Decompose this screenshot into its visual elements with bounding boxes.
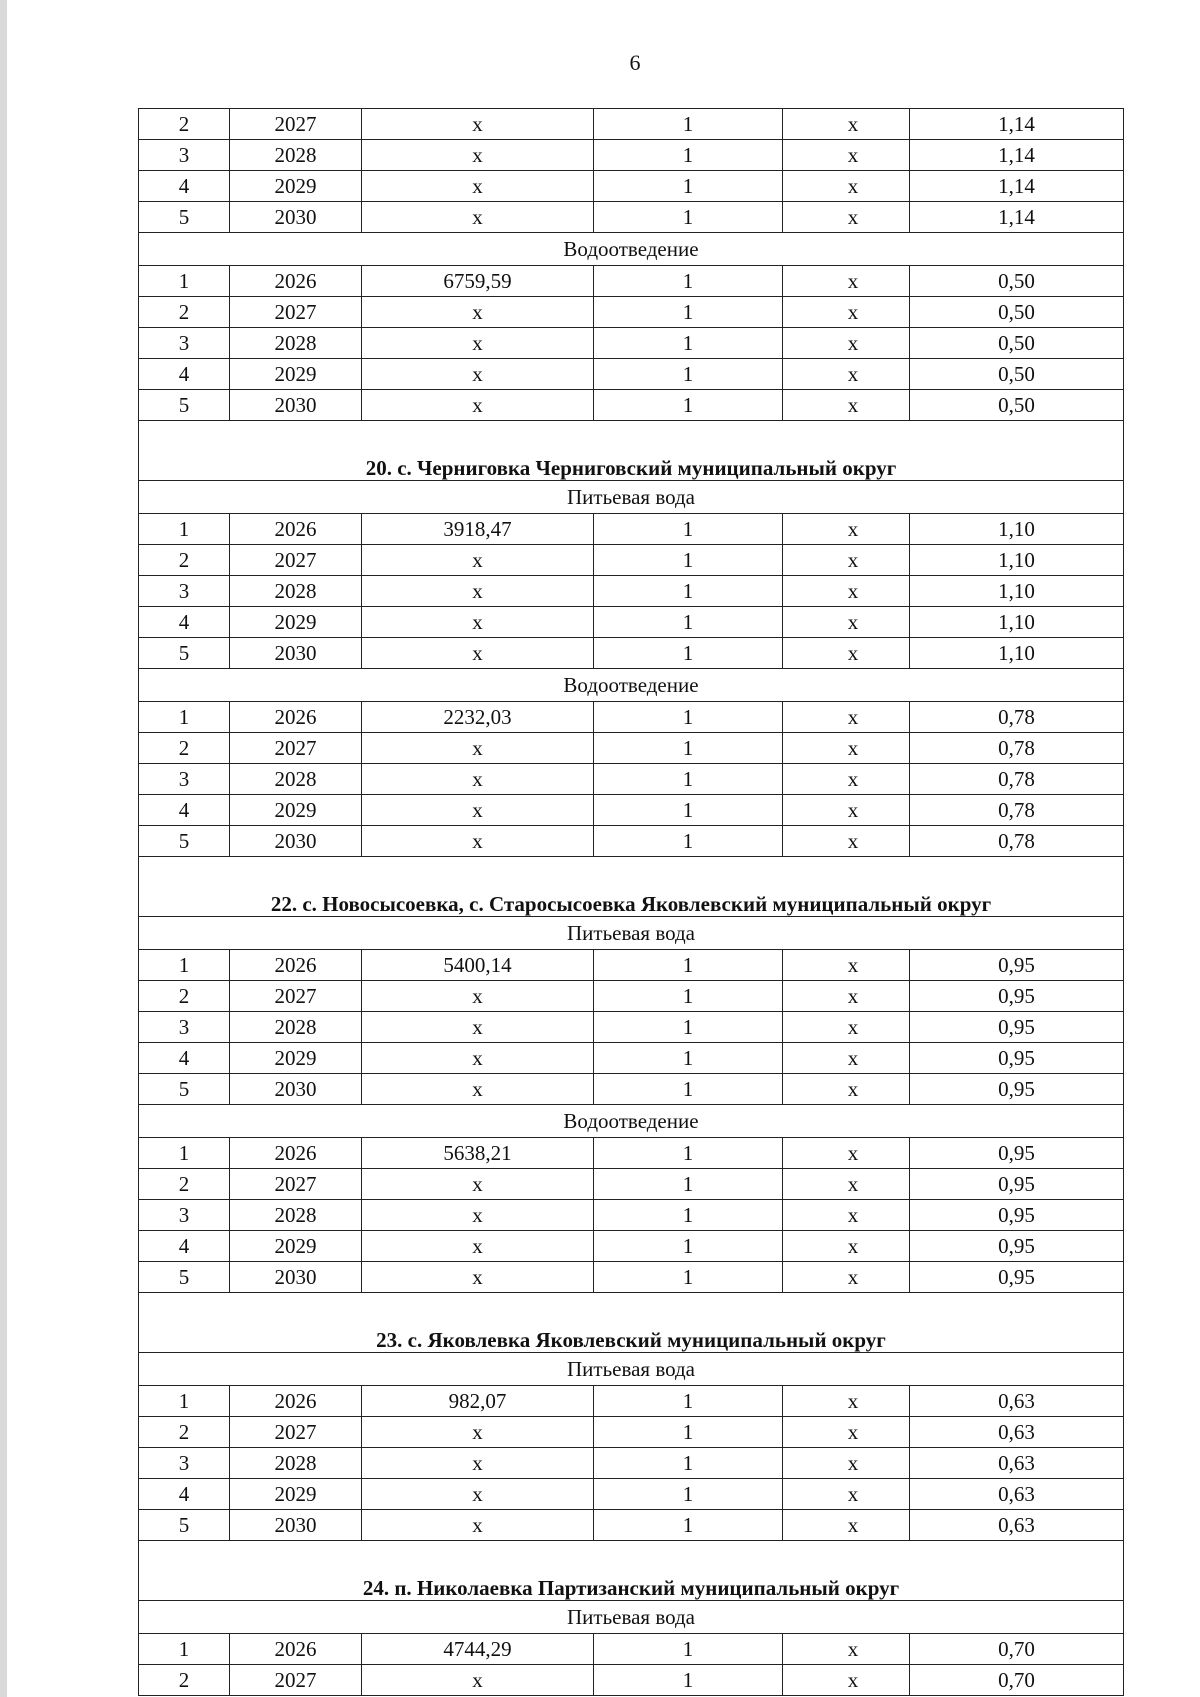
index-cell: 1 <box>594 1012 783 1043</box>
section-heading-row <box>139 1541 1124 1601</box>
coefficient-cell: 0,50 <box>910 266 1124 297</box>
x-cell: x <box>783 1510 910 1541</box>
index-cell: 1 <box>594 638 783 669</box>
coefficient-cell: 0,95 <box>910 1074 1124 1105</box>
x-cell: x <box>783 1043 910 1074</box>
service-label-row <box>139 233 1124 266</box>
row-number-cell: 1 <box>139 266 230 297</box>
table-row <box>139 764 1124 795</box>
row-number-cell: 3 <box>139 576 230 607</box>
service-label: Водоотведение <box>139 669 1124 702</box>
table-row <box>139 1510 1124 1541</box>
service-label-row <box>139 1353 1124 1386</box>
year-cell: 2029 <box>230 607 362 638</box>
index-cell: 1 <box>594 545 783 576</box>
table-row <box>139 950 1124 981</box>
municipality-heading: 24. п. Николаевка Партизанский муниципальный округ <box>139 1541 1124 1601</box>
index-cell: 1 <box>594 607 783 638</box>
table-row <box>139 1231 1124 1262</box>
year-cell: 2028 <box>230 576 362 607</box>
base-value-cell: x <box>362 733 594 764</box>
service-label: Питьевая вода <box>139 1601 1124 1634</box>
row-number-cell: 1 <box>139 1634 230 1665</box>
year-cell: 2026 <box>230 266 362 297</box>
x-cell: x <box>783 1012 910 1043</box>
x-cell: x <box>783 1386 910 1417</box>
table-row <box>139 297 1124 328</box>
year-cell: 2029 <box>230 1043 362 1074</box>
row-number-cell: 5 <box>139 826 230 857</box>
year-cell: 2026 <box>230 950 362 981</box>
index-cell: 1 <box>594 390 783 421</box>
table-row <box>139 826 1124 857</box>
coefficient-cell: 0,95 <box>910 1200 1124 1231</box>
base-value-cell: x <box>362 1417 594 1448</box>
index-cell: 1 <box>594 514 783 545</box>
coefficient-cell: 0,70 <box>910 1634 1124 1665</box>
table-row <box>139 1169 1124 1200</box>
base-value-cell: x <box>362 109 594 140</box>
section-heading-row <box>139 421 1124 481</box>
year-cell: 2030 <box>230 1074 362 1105</box>
year-cell: 2030 <box>230 202 362 233</box>
x-cell: x <box>783 545 910 576</box>
year-cell: 2028 <box>230 328 362 359</box>
base-value-cell: x <box>362 202 594 233</box>
base-value-cell: x <box>362 545 594 576</box>
coefficient-cell: 0,78 <box>910 702 1124 733</box>
scan-edge-shadow <box>0 0 7 1697</box>
row-number-cell: 2 <box>139 981 230 1012</box>
table-row <box>139 1074 1124 1105</box>
table-row <box>139 266 1124 297</box>
x-cell: x <box>783 1665 910 1696</box>
year-cell: 2029 <box>230 171 362 202</box>
coefficient-cell: 0,78 <box>910 733 1124 764</box>
year-cell: 2029 <box>230 1231 362 1262</box>
x-cell: x <box>783 359 910 390</box>
year-cell: 2027 <box>230 109 362 140</box>
x-cell: x <box>783 1634 910 1665</box>
x-cell: x <box>783 1448 910 1479</box>
x-cell: x <box>783 109 910 140</box>
row-number-cell: 3 <box>139 140 230 171</box>
coefficient-cell: 0,78 <box>910 826 1124 857</box>
coefficient-cell: 0,50 <box>910 390 1124 421</box>
service-label-row <box>139 1601 1124 1634</box>
coefficient-cell: 1,10 <box>910 514 1124 545</box>
table-row <box>139 981 1124 1012</box>
service-label: Питьевая вода <box>139 1353 1124 1386</box>
table-row <box>139 607 1124 638</box>
table-row <box>139 1665 1124 1696</box>
index-cell: 1 <box>594 171 783 202</box>
x-cell: x <box>783 266 910 297</box>
year-cell: 2028 <box>230 1012 362 1043</box>
base-value-cell: x <box>362 328 594 359</box>
table-row <box>139 1012 1124 1043</box>
base-value-cell: 4744,29 <box>362 1634 594 1665</box>
service-label: Водоотведение <box>139 1105 1124 1138</box>
index-cell: 1 <box>594 328 783 359</box>
x-cell: x <box>783 1200 910 1231</box>
index-cell: 1 <box>594 795 783 826</box>
row-number-cell: 4 <box>139 359 230 390</box>
year-cell: 2028 <box>230 1200 362 1231</box>
base-value-cell: x <box>362 1200 594 1231</box>
page-number: 6 <box>629 50 641 75</box>
coefficient-cell: 0,95 <box>910 950 1124 981</box>
x-cell: x <box>783 1417 910 1448</box>
index-cell: 1 <box>594 1138 783 1169</box>
coefficient-cell: 0,63 <box>910 1479 1124 1510</box>
coefficient-cell: 0,50 <box>910 359 1124 390</box>
row-number-cell: 1 <box>139 1386 230 1417</box>
x-cell: x <box>783 1479 910 1510</box>
base-value-cell: 5400,14 <box>362 950 594 981</box>
coefficient-cell: 0,95 <box>910 1138 1124 1169</box>
year-cell: 2029 <box>230 795 362 826</box>
row-number-cell: 2 <box>139 109 230 140</box>
year-cell: 2026 <box>230 1386 362 1417</box>
x-cell: x <box>783 171 910 202</box>
x-cell: x <box>783 328 910 359</box>
table-row <box>139 514 1124 545</box>
year-cell: 2030 <box>230 826 362 857</box>
x-cell: x <box>783 950 910 981</box>
row-number-cell: 3 <box>139 328 230 359</box>
row-number-cell: 2 <box>139 1665 230 1696</box>
table-row <box>139 390 1124 421</box>
year-cell: 2026 <box>230 1634 362 1665</box>
coefficient-cell: 0,95 <box>910 1169 1124 1200</box>
year-cell: 2030 <box>230 390 362 421</box>
coefficient-cell: 0,63 <box>910 1448 1124 1479</box>
coefficient-cell: 0,95 <box>910 981 1124 1012</box>
table-row <box>139 1386 1124 1417</box>
service-label-row <box>139 1105 1124 1138</box>
coefficient-cell: 1,14 <box>910 171 1124 202</box>
table-row <box>139 702 1124 733</box>
table-row <box>139 1138 1124 1169</box>
service-label: Питьевая вода <box>139 917 1124 950</box>
year-cell: 2028 <box>230 140 362 171</box>
index-cell: 1 <box>594 826 783 857</box>
index-cell: 1 <box>594 702 783 733</box>
table-row <box>139 545 1124 576</box>
row-number-cell: 1 <box>139 514 230 545</box>
table-row <box>139 1634 1124 1665</box>
tariff-table-body <box>139 109 1124 1696</box>
base-value-cell: x <box>362 638 594 669</box>
index-cell: 1 <box>594 1634 783 1665</box>
service-label-row <box>139 669 1124 702</box>
index-cell: 1 <box>594 109 783 140</box>
index-cell: 1 <box>594 981 783 1012</box>
index-cell: 1 <box>594 1386 783 1417</box>
row-number-cell: 5 <box>139 202 230 233</box>
row-number-cell: 3 <box>139 764 230 795</box>
service-label-row <box>139 917 1124 950</box>
base-value-cell: 5638,21 <box>362 1138 594 1169</box>
x-cell: x <box>783 607 910 638</box>
year-cell: 2027 <box>230 981 362 1012</box>
year-cell: 2030 <box>230 1510 362 1541</box>
municipality-heading: 22. с. Новосысоевка, с. Старосысоевка Яковлевский муниципальный округ <box>139 857 1124 917</box>
base-value-cell: x <box>362 1479 594 1510</box>
index-cell: 1 <box>594 1169 783 1200</box>
service-label: Питьевая вода <box>139 481 1124 514</box>
base-value-cell: 982,07 <box>362 1386 594 1417</box>
index-cell: 1 <box>594 733 783 764</box>
table-row <box>139 795 1124 826</box>
year-cell: 2028 <box>230 764 362 795</box>
table-row <box>139 733 1124 764</box>
year-cell: 2028 <box>230 1448 362 1479</box>
row-number-cell: 5 <box>139 1510 230 1541</box>
year-cell: 2030 <box>230 1262 362 1293</box>
x-cell: x <box>783 390 910 421</box>
coefficient-cell: 1,10 <box>910 638 1124 669</box>
coefficient-cell: 0,78 <box>910 764 1124 795</box>
base-value-cell: x <box>362 1510 594 1541</box>
index-cell: 1 <box>594 1448 783 1479</box>
x-cell: x <box>783 764 910 795</box>
coefficient-cell: 0,50 <box>910 297 1124 328</box>
year-cell: 2026 <box>230 702 362 733</box>
x-cell: x <box>783 795 910 826</box>
table-row <box>139 359 1124 390</box>
coefficient-cell: 0,63 <box>910 1510 1124 1541</box>
coefficient-cell: 0,95 <box>910 1043 1124 1074</box>
coefficient-cell: 0,50 <box>910 328 1124 359</box>
index-cell: 1 <box>594 202 783 233</box>
base-value-cell: x <box>362 359 594 390</box>
table-row <box>139 1417 1124 1448</box>
table-row <box>139 202 1124 233</box>
table-row <box>139 1043 1124 1074</box>
year-cell: 2030 <box>230 638 362 669</box>
base-value-cell: x <box>362 1074 594 1105</box>
index-cell: 1 <box>594 1417 783 1448</box>
index-cell: 1 <box>594 266 783 297</box>
year-cell: 2026 <box>230 514 362 545</box>
table-row <box>139 328 1124 359</box>
coefficient-cell: 1,10 <box>910 545 1124 576</box>
index-cell: 1 <box>594 1074 783 1105</box>
base-value-cell: 2232,03 <box>362 702 594 733</box>
coefficient-cell: 1,10 <box>910 607 1124 638</box>
service-label: Водоотведение <box>139 233 1124 266</box>
base-value-cell: 6759,59 <box>362 266 594 297</box>
x-cell: x <box>783 826 910 857</box>
row-number-cell: 2 <box>139 733 230 764</box>
row-number-cell: 5 <box>139 1262 230 1293</box>
row-number-cell: 4 <box>139 171 230 202</box>
coefficient-cell: 1,14 <box>910 109 1124 140</box>
index-cell: 1 <box>594 297 783 328</box>
base-value-cell: x <box>362 576 594 607</box>
municipality-heading: 23. с. Яковлевка Яковлевский муниципальный округ <box>139 1293 1124 1353</box>
base-value-cell: x <box>362 171 594 202</box>
index-cell: 1 <box>594 950 783 981</box>
row-number-cell: 4 <box>139 1231 230 1262</box>
index-cell: 1 <box>594 1479 783 1510</box>
base-value-cell: x <box>362 1262 594 1293</box>
year-cell: 2027 <box>230 1169 362 1200</box>
base-value-cell: x <box>362 1043 594 1074</box>
base-value-cell: x <box>362 1012 594 1043</box>
x-cell: x <box>783 638 910 669</box>
section-heading-row <box>139 857 1124 917</box>
row-number-cell: 2 <box>139 297 230 328</box>
table-row <box>139 1200 1124 1231</box>
index-cell: 1 <box>594 1665 783 1696</box>
base-value-cell: x <box>362 1665 594 1696</box>
coefficient-cell: 1,14 <box>910 202 1124 233</box>
x-cell: x <box>783 1262 910 1293</box>
base-value-cell: x <box>362 795 594 826</box>
coefficient-cell: 0,95 <box>910 1012 1124 1043</box>
x-cell: x <box>783 733 910 764</box>
x-cell: x <box>783 514 910 545</box>
row-number-cell: 2 <box>139 1417 230 1448</box>
x-cell: x <box>783 576 910 607</box>
row-number-cell: 4 <box>139 795 230 826</box>
coefficient-cell: 1,14 <box>910 140 1124 171</box>
index-cell: 1 <box>594 576 783 607</box>
base-value-cell: x <box>362 607 594 638</box>
table-row <box>139 1479 1124 1510</box>
row-number-cell: 4 <box>139 607 230 638</box>
x-cell: x <box>783 297 910 328</box>
base-value-cell: x <box>362 297 594 328</box>
service-label-row <box>139 481 1124 514</box>
coefficient-cell: 0,78 <box>910 795 1124 826</box>
index-cell: 1 <box>594 1510 783 1541</box>
row-number-cell: 4 <box>139 1043 230 1074</box>
index-cell: 1 <box>594 1200 783 1231</box>
x-cell: x <box>783 202 910 233</box>
table-row <box>139 576 1124 607</box>
coefficient-cell: 0,95 <box>910 1262 1124 1293</box>
row-number-cell: 1 <box>139 950 230 981</box>
index-cell: 1 <box>594 1043 783 1074</box>
row-number-cell: 4 <box>139 1479 230 1510</box>
municipality-heading: 20. с. Черниговка Черниговский муниципальный округ <box>139 421 1124 481</box>
base-value-cell: x <box>362 764 594 795</box>
row-number-cell: 2 <box>139 1169 230 1200</box>
coefficient-cell: 0,63 <box>910 1386 1124 1417</box>
table-row <box>139 1448 1124 1479</box>
table-row <box>139 109 1124 140</box>
x-cell: x <box>783 1138 910 1169</box>
row-number-cell: 3 <box>139 1200 230 1231</box>
year-cell: 2027 <box>230 545 362 576</box>
row-number-cell: 5 <box>139 390 230 421</box>
table-row <box>139 171 1124 202</box>
year-cell: 2027 <box>230 1417 362 1448</box>
year-cell: 2029 <box>230 359 362 390</box>
year-cell: 2029 <box>230 1479 362 1510</box>
coefficient-cell: 0,70 <box>910 1665 1124 1696</box>
row-number-cell: 3 <box>139 1448 230 1479</box>
row-number-cell: 1 <box>139 702 230 733</box>
base-value-cell: x <box>362 826 594 857</box>
x-cell: x <box>783 1169 910 1200</box>
tariff-table <box>138 108 1124 1696</box>
base-value-cell: x <box>362 981 594 1012</box>
base-value-cell: x <box>362 1448 594 1479</box>
row-number-cell: 1 <box>139 1138 230 1169</box>
index-cell: 1 <box>594 140 783 171</box>
coefficient-cell: 1,10 <box>910 576 1124 607</box>
index-cell: 1 <box>594 1262 783 1293</box>
section-heading-row <box>139 1293 1124 1353</box>
x-cell: x <box>783 140 910 171</box>
year-cell: 2027 <box>230 297 362 328</box>
year-cell: 2027 <box>230 1665 362 1696</box>
base-value-cell: x <box>362 1169 594 1200</box>
x-cell: x <box>783 1074 910 1105</box>
index-cell: 1 <box>594 359 783 390</box>
index-cell: 1 <box>594 764 783 795</box>
year-cell: 2026 <box>230 1138 362 1169</box>
x-cell: x <box>783 1231 910 1262</box>
year-cell: 2027 <box>230 733 362 764</box>
row-number-cell: 2 <box>139 545 230 576</box>
index-cell: 1 <box>594 1231 783 1262</box>
base-value-cell: x <box>362 140 594 171</box>
table-row <box>139 638 1124 669</box>
base-value-cell: x <box>362 1231 594 1262</box>
table-row <box>139 140 1124 171</box>
table-row <box>139 1262 1124 1293</box>
base-value-cell: x <box>362 390 594 421</box>
base-value-cell: 3918,47 <box>362 514 594 545</box>
coefficient-cell: 0,95 <box>910 1231 1124 1262</box>
row-number-cell: 3 <box>139 1012 230 1043</box>
row-number-cell: 5 <box>139 1074 230 1105</box>
row-number-cell: 5 <box>139 638 230 669</box>
x-cell: x <box>783 702 910 733</box>
coefficient-cell: 0,63 <box>910 1417 1124 1448</box>
x-cell: x <box>783 981 910 1012</box>
